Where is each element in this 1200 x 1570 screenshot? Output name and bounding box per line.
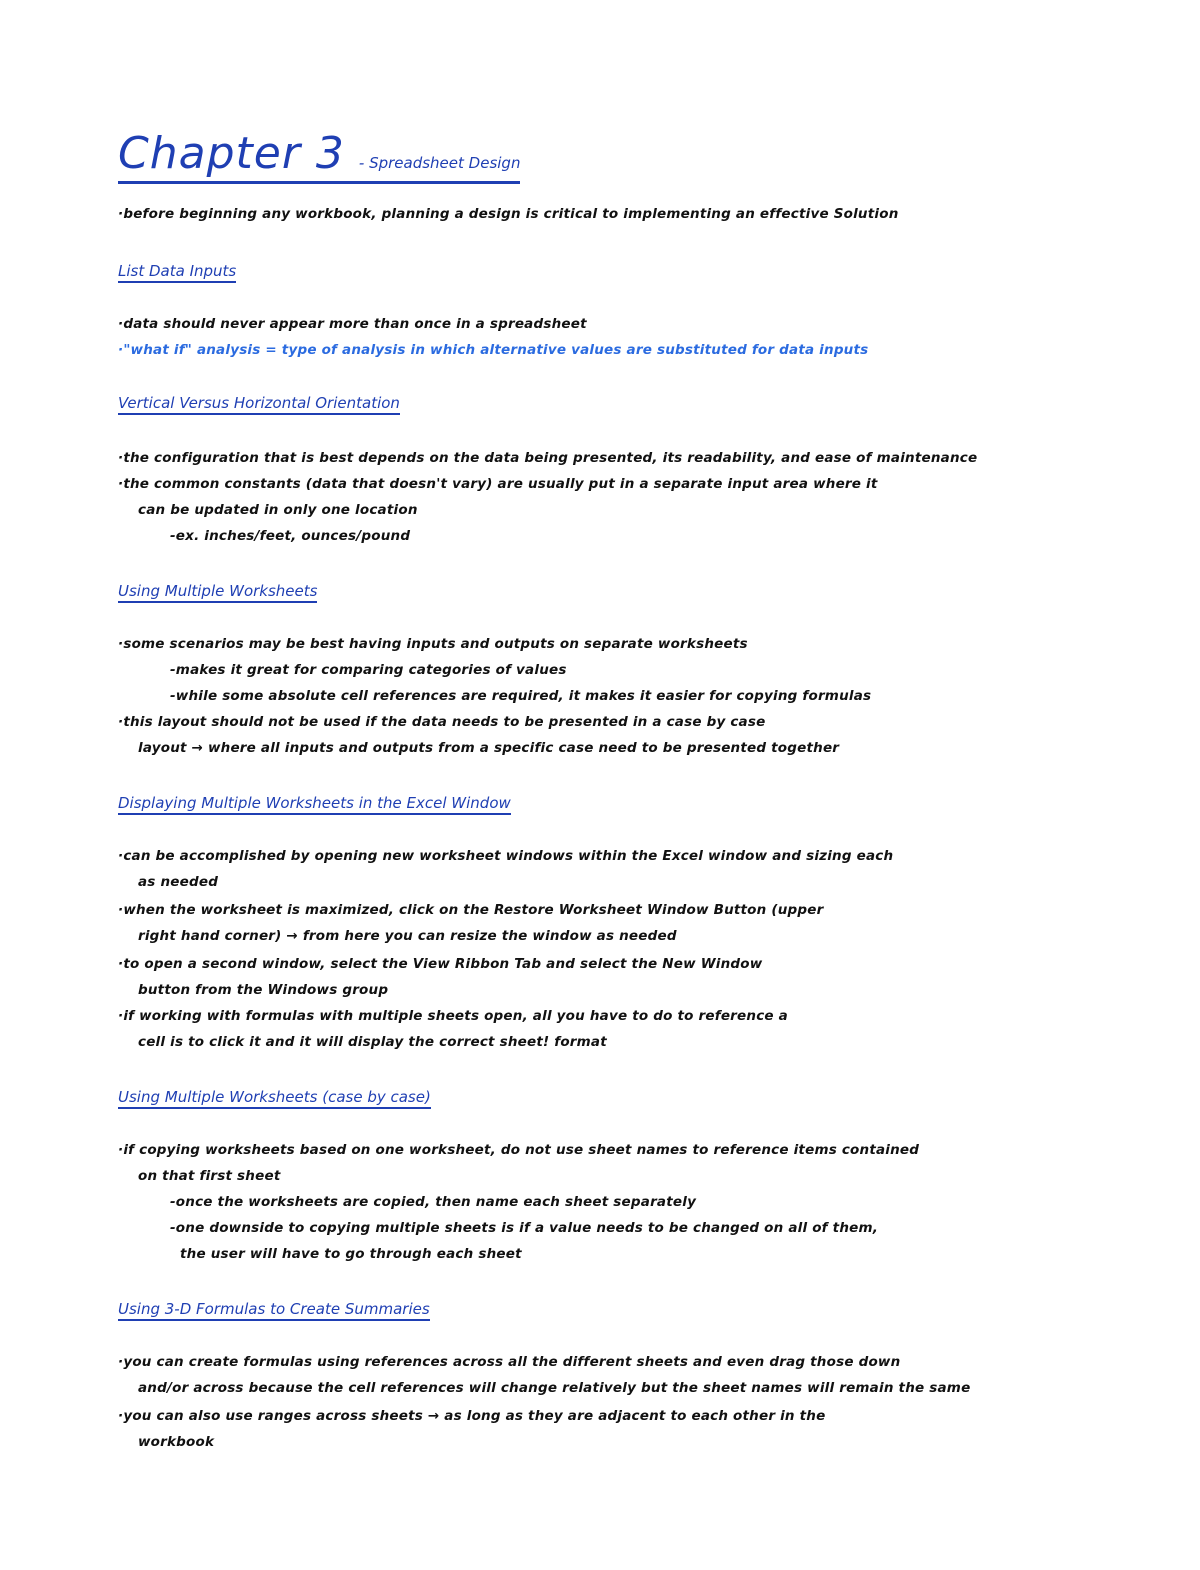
continuation-line: cell is to click it and it will display the correct sheet! format [138,1034,607,1050]
page-subtitle: - Spreadsheet Design [358,154,521,172]
bullet-line: ·this layout should not be used if the data needs to be presented in a case by case [118,714,766,730]
bullet-line: ·if working with formulas with multiple sheets open, all you have to do to reference a [118,1008,788,1024]
page-title: Chapter 3 [118,128,345,179]
section-heading: Using 3-D Formulas to Create Summaries [118,1300,430,1321]
section-heading: Using Multiple Worksheets (case by case) [118,1088,431,1109]
sub-bullet-line: -once the worksheets are copied, then name each sheet separately [170,1194,697,1210]
continuation-line: right hand corner) → from here you can resize the window as needed [138,928,677,944]
bullet-line: ·can be accomplished by opening new worksheet windows within the Excel window and sizing each [118,848,894,864]
bullet-line: ·the common constants (data that doesn't vary) are usually put in a separate input area where it [118,476,878,492]
bullet-line: ·to open a second window, select the View Ribbon Tab and select the New Window [118,956,763,972]
sub-bullet-line: -while some absolute cell references are required, it makes it easier for copying formulas [170,688,872,704]
bullet-line: ·"what if" analysis = type of analysis in which alternative values are substituted for data inputs [118,342,869,358]
sub-bullet-line: -one downside to copying multiple sheets is if a value needs to be changed on all of them, [170,1220,879,1236]
bullet-line: ·some scenarios may be best having inputs and outputs on separate worksheets [118,636,748,652]
title-row [118,128,520,184]
continuation-line: workbook [138,1434,215,1450]
sub-bullet-line: -ex. inches/feet, ounces/pound [170,528,411,544]
bullet-line: ·you can create formulas using references across all the different sheets and even drag those down [118,1354,901,1370]
intro-line: ·before beginning any workbook, planning a design is critical to implementing an effective Solution [118,206,899,222]
continuation-line: can be updated in only one location [138,502,418,518]
section-heading: Vertical Versus Horizontal Orientation [118,394,400,415]
sub-bullet-line: -makes it great for comparing categories of values [170,662,567,678]
section-heading: Displaying Multiple Worksheets in the Excel Window [118,794,511,815]
continuation-line: as needed [138,874,219,890]
bullet-line: ·if copying worksheets based on one worksheet, do not use sheet names to reference items contained [118,1142,920,1158]
section-heading: List Data Inputs [118,262,236,283]
bullet-line: ·data should never appear more than once in a spreadsheet [118,316,587,332]
continuation-line: on that first sheet [138,1168,281,1184]
bullet-line: ·when the worksheet is maximized, click on the Restore Worksheet Window Button (upper [118,902,824,918]
continuation-line: layout → where all inputs and outputs from a specific case need to be presented together [138,740,840,756]
continuation-line: and/or across because the cell references will change relatively but the sheet names will remain the same [138,1380,971,1396]
bullet-line: ·you can also use ranges across sheets → as long as they are adjacent to each other in the [118,1408,826,1424]
continuation-line: button from the Windows group [138,982,389,998]
section-heading: Using Multiple Worksheets [118,582,317,603]
bullet-line: ·the configuration that is best depends on the data being presented, its readability, and ease of maintenance [118,450,978,466]
continuation-line: the user will have to go through each sheet [180,1246,522,1262]
